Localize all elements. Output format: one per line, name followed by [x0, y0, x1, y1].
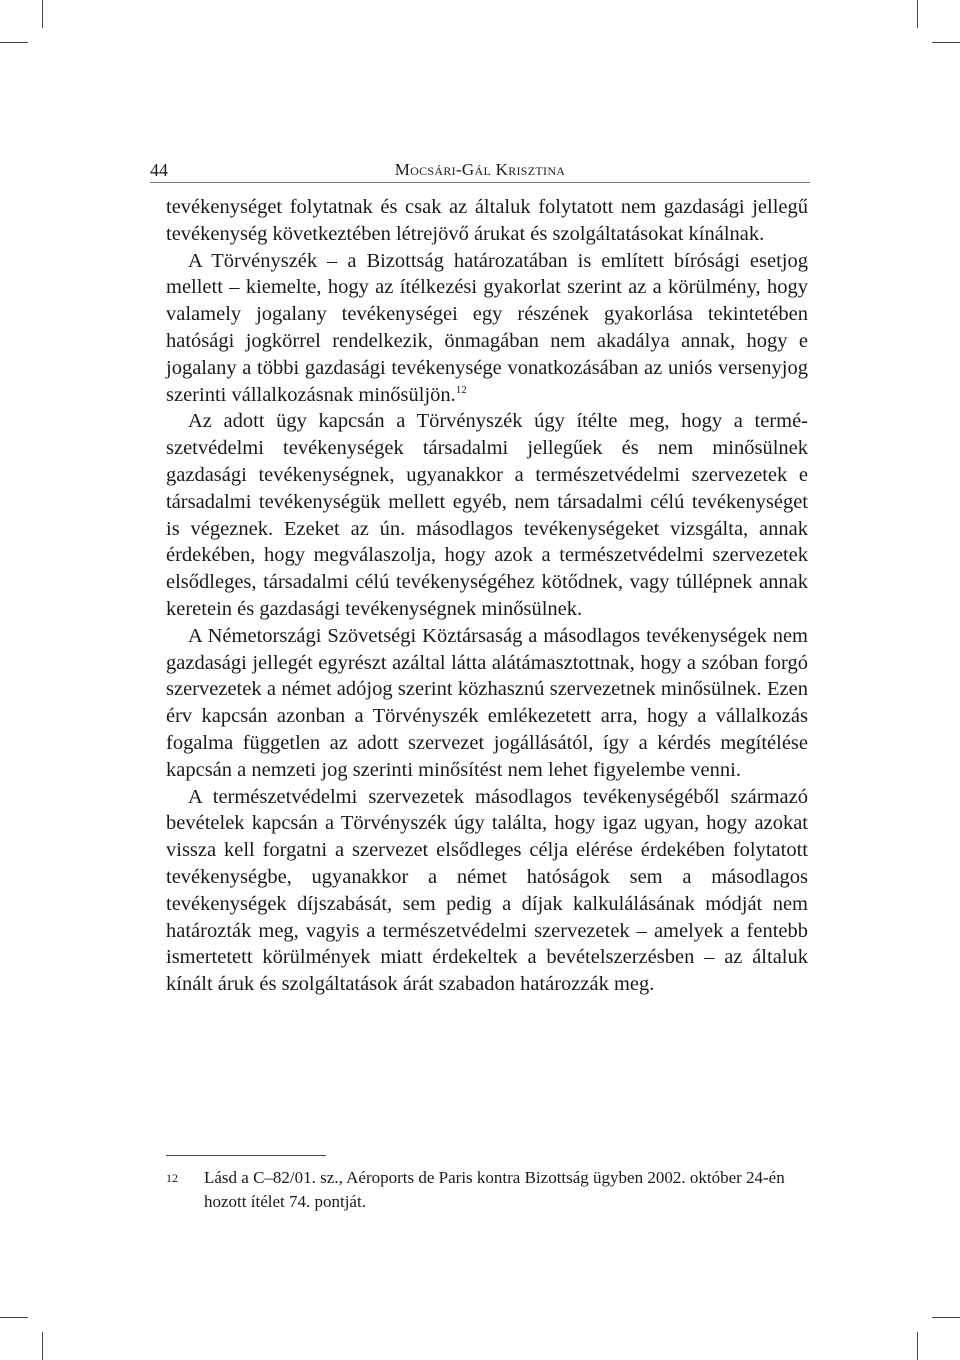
paragraph-2: [166, 248, 808, 409]
footnote-text: Lásd a C‒82/01. sz., Aéroports de Paris kontra Bizottság ügyben 2002. október 24-én hozott ítélet 74. pontját.: [204, 1168, 785, 1211]
crop-mark: [932, 42, 960, 43]
footnote-reference[interactable]: 12: [455, 383, 467, 396]
footnote: [166, 1166, 808, 1214]
paragraph-3: Az adott ügy kapcsán a Törvényszék úgy ítélte meg, hogy a természetvédelmi tevékenységek társadalmi jellegűek és nem minősülnek gazdasági tevékenységnek, ugyanakkor a természetvédelmi szervezetek e társadalmi tevékenységük mellett egyéb, nem társadalmi célú tevékenységet is végeznek. Ezeket az ún. másodlagos tevékenységeket vizsgálta, annak érdekében, hogy megválaszolja, hogy azok a természetvédelmi szervezetek elsődleges, társadalmi célú tevékenységéhez kötődnek, vagy túllépnek annak keretein és gazdasági tevékenységnek minősülnek.: [166, 410, 808, 620]
crop-mark: [42, 1332, 43, 1360]
crop-mark: [932, 1317, 960, 1318]
page-header: [150, 158, 810, 183]
crop-mark: [0, 1317, 28, 1318]
paragraph-5: A természetvédelmi szervezetek másodlagos tevékenységéből származó bevételek kapcsán a Törvényszék úgy találta, hogy igaz ugyan, hogy azokat vissza kell forgatni a szervezet elsődleges célja elérése érdekében folytatott tevékenységbe, ugyanakkor a német hatóságok sem a másodlagos tevékenységek díjszabását, sem pedig a díjak kalkulálásának módját nem határozták meg, vagyis a természetvédelmi szervezetek – amelyek a fentebb ismertetett körülmények miatt érdekeltek a bevételszerzésben – az általuk kínált áruk és szolgáltatások árát szabadon határozzák meg.: [166, 785, 808, 996]
running-head: Mocsári-Gál Krisztina: [394, 160, 566, 179]
paragraph-4: A Németországi Szövetségi Köztársaság a másodlagos tevékenységek nem gazdasági jellegét egyrészt azáltal látta alátámasztottnak, hogy a szóban forgó szervezetek a német adójog szerint közhasznú szervezetnek minősülnek. Ezen érv kapcsán azonban a Törvényszék emlékezetett arra, hogy a vállalkozás fogalma független az adott szervezet jogállásától, így a kérdés megítélése kapcsán a nemzeti jog szerinti minősítést nem lehet figyelembe venni.: [166, 624, 808, 781]
crop-mark: [0, 42, 28, 43]
crop-mark: [917, 1332, 918, 1360]
paragraph-2-text: A Törvényszék – a Bizottság határozatában is említett bírósági esetjog mellett – kiemelte, hogy az ítélkezési gyakorlat szerint az a körülmény, hogy valamely jogalany tevékenységei egy részének gyakorlása tekintetében hatósági jogkörrel rendelkezik, önmagában nem akadálya annak, hogy e jogalany a többi gazdasági tevékenysége vonatkozásában az uniós versenyjog szerinti vállalkozásnak minősüljön.: [166, 249, 808, 406]
footnote-number: 12: [166, 1171, 178, 1185]
body-text: [166, 194, 808, 998]
paragraph-1: tevékenységet folytatnak és csak az általuk folytatott nem gazdasági jellegű tevékenység következtében létrejövő árukat és szolgáltatásokat kínálnak.: [166, 196, 808, 245]
page-number: 44: [150, 160, 168, 180]
crop-mark: [42, 0, 43, 28]
footnote-divider: [166, 1155, 326, 1156]
crop-mark: [917, 0, 918, 28]
